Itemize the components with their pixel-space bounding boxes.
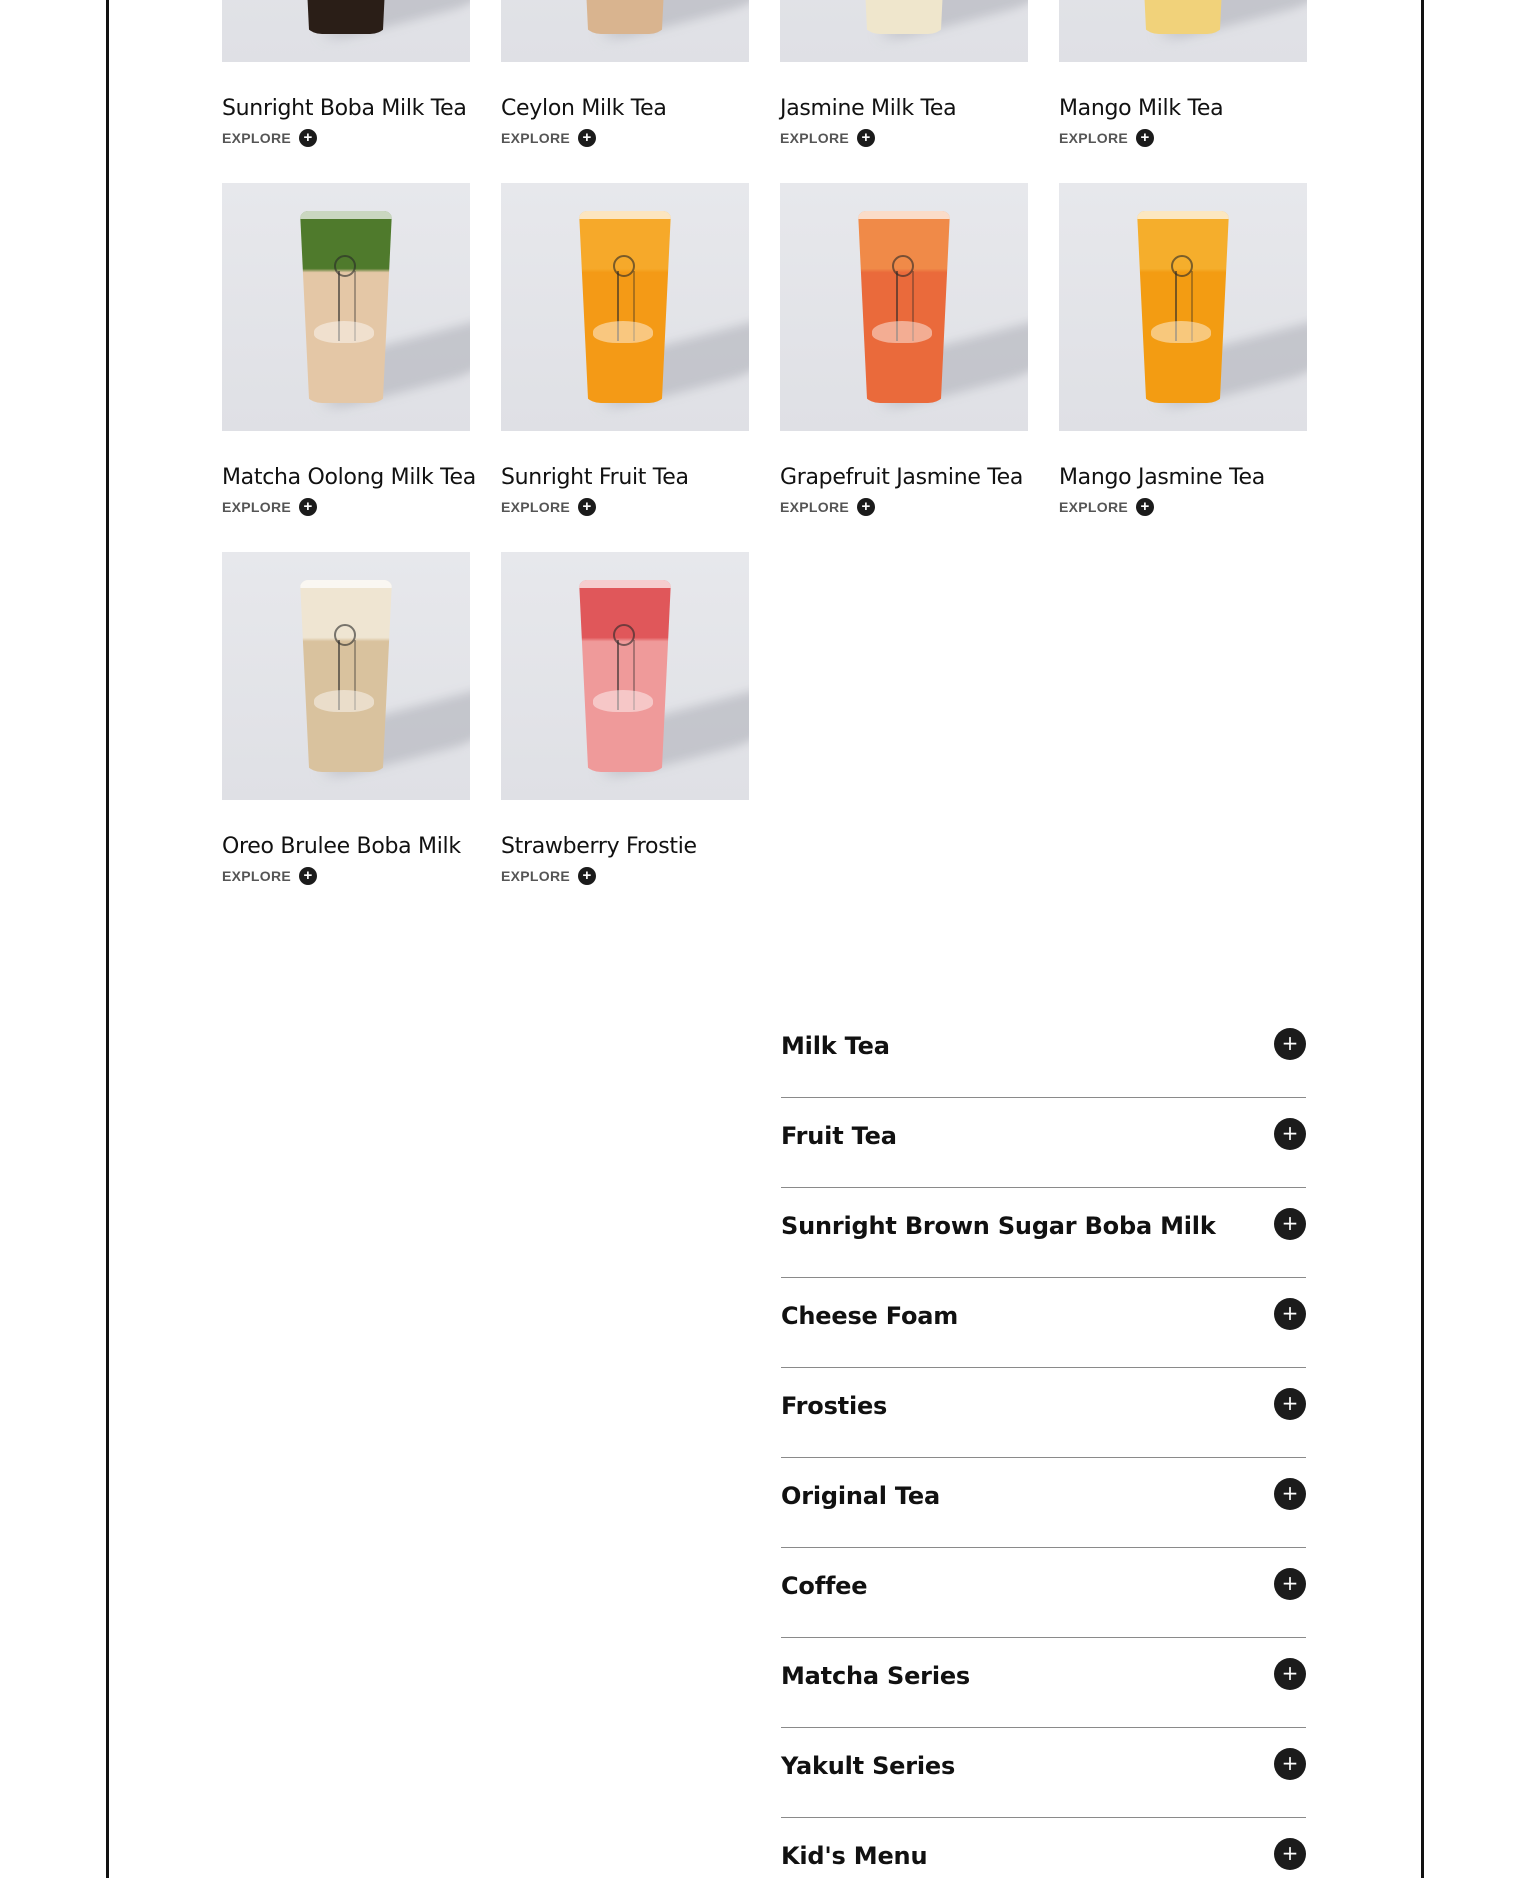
product-card[interactable]: [222, 0, 470, 147]
product-title[interactable]: Mango Milk Tea: [1059, 96, 1224, 121]
cup-lid: [858, 211, 950, 219]
product-photo[interactable]: [222, 0, 470, 62]
drink-cup: [579, 211, 671, 403]
explore-link[interactable]: [222, 867, 470, 885]
accordion-item[interactable]: [781, 1728, 1306, 1818]
explore-label: EXPLORE: [222, 130, 292, 146]
product-card[interactable]: [780, 0, 1028, 147]
accordion-item[interactable]: [781, 1548, 1306, 1638]
product-photo[interactable]: [222, 552, 470, 800]
explore-label: EXPLORE: [501, 868, 571, 884]
accordion-label: Sunright Brown Sugar Boba Milk: [781, 1212, 1216, 1240]
product-card[interactable]: [501, 0, 749, 147]
expand-plus-icon[interactable]: +: [1274, 1658, 1306, 1690]
drink-cup: [300, 211, 392, 403]
explore-link[interactable]: [501, 867, 749, 885]
explore-label: EXPLORE: [501, 499, 571, 515]
accordion-item[interactable]: [781, 1368, 1306, 1458]
cup-lid: [579, 211, 671, 219]
product-card[interactable]: [222, 183, 476, 516]
expand-plus-icon[interactable]: +: [1274, 1298, 1306, 1330]
plus-icon: +: [299, 129, 317, 147]
explore-label: EXPLORE: [222, 868, 292, 884]
accordion-label: Kid's Menu: [781, 1842, 928, 1870]
plus-icon: +: [1136, 498, 1154, 516]
product-title[interactable]: Oreo Brulee Boba Milk: [222, 834, 461, 859]
explore-label: EXPLORE: [222, 499, 292, 515]
product-title[interactable]: Sunright Fruit Tea: [501, 465, 689, 490]
product-photo[interactable]: [780, 183, 1028, 431]
expand-plus-icon[interactable]: +: [1274, 1028, 1306, 1060]
product-card[interactable]: [1059, 0, 1307, 147]
plus-icon: +: [578, 867, 596, 885]
product-photo[interactable]: [1059, 183, 1307, 431]
explore-label: EXPLORE: [1059, 130, 1129, 146]
accordion-item[interactable]: [781, 1098, 1306, 1188]
drink-cup: [579, 0, 671, 34]
accordion-label: Yakult Series: [781, 1752, 956, 1780]
menu-category-accordion: [781, 1008, 1306, 1878]
explore-label: EXPLORE: [780, 499, 850, 515]
product-card[interactable]: [501, 552, 749, 885]
expand-plus-icon[interactable]: +: [1274, 1838, 1306, 1870]
plus-icon: +: [299, 498, 317, 516]
product-photo[interactable]: [222, 183, 470, 431]
accordion-label: Original Tea: [781, 1482, 940, 1510]
drink-cup: [300, 580, 392, 772]
product-card[interactable]: [501, 183, 749, 516]
drink-cup: [300, 0, 392, 34]
cup-wave: [1151, 321, 1211, 343]
accordion-label: Coffee: [781, 1572, 868, 1600]
product-title[interactable]: Mango Jasmine Tea: [1059, 465, 1265, 490]
accordion-label: Fruit Tea: [781, 1122, 897, 1150]
drink-cup: [858, 0, 950, 34]
explore-link[interactable]: [222, 498, 470, 516]
product-card[interactable]: [780, 183, 1028, 516]
drink-cup: [1137, 0, 1229, 34]
drink-cup: [1137, 211, 1229, 403]
explore-link[interactable]: [780, 498, 1028, 516]
accordion-item[interactable]: [781, 1638, 1306, 1728]
plus-icon: +: [578, 129, 596, 147]
product-title[interactable]: Matcha Oolong Milk Tea: [222, 465, 476, 490]
accordion-label: Matcha Series: [781, 1662, 971, 1690]
product-title[interactable]: Sunright Boba Milk Tea: [222, 96, 467, 121]
accordion-item[interactable]: [781, 1278, 1306, 1368]
accordion-item[interactable]: [781, 1188, 1306, 1278]
product-title[interactable]: Strawberry Frostie: [501, 834, 697, 859]
drink-cup: [858, 211, 950, 403]
product-title[interactable]: Grapefruit Jasmine Tea: [780, 465, 1024, 490]
cup-lid: [300, 211, 392, 219]
accordion-item[interactable]: [781, 1818, 1306, 1878]
plus-icon: +: [857, 498, 875, 516]
expand-plus-icon[interactable]: +: [1274, 1478, 1306, 1510]
cup-wave: [593, 321, 653, 343]
explore-label: EXPLORE: [501, 130, 571, 146]
product-photo[interactable]: [1059, 0, 1307, 62]
accordion-label: Milk Tea: [781, 1032, 890, 1060]
accordion-label: Cheese Foam: [781, 1302, 959, 1330]
product-card[interactable]: [222, 552, 470, 885]
cup-lid: [1137, 211, 1229, 219]
explore-link[interactable]: [501, 129, 749, 147]
plus-icon: +: [1136, 129, 1154, 147]
cup-wave: [314, 690, 374, 712]
expand-plus-icon[interactable]: +: [1274, 1388, 1306, 1420]
expand-plus-icon[interactable]: +: [1274, 1568, 1306, 1600]
plus-icon: +: [578, 498, 596, 516]
plus-icon: +: [299, 867, 317, 885]
accordion-item[interactable]: [781, 1458, 1306, 1548]
explore-link[interactable]: [501, 498, 749, 516]
explore-link[interactable]: [1059, 129, 1307, 147]
product-card[interactable]: [1059, 183, 1307, 516]
drink-cup: [579, 580, 671, 772]
product-photo[interactable]: [501, 0, 749, 62]
cup-wave: [872, 321, 932, 343]
cup-lid: [579, 580, 671, 588]
cup-lid: [300, 580, 392, 588]
accordion-item[interactable]: [781, 1008, 1306, 1098]
product-title[interactable]: Jasmine Milk Tea: [780, 96, 957, 121]
explore-link[interactable]: [780, 129, 1028, 147]
product-photo[interactable]: [501, 183, 749, 431]
expand-plus-icon[interactable]: +: [1274, 1748, 1306, 1780]
plus-icon: +: [857, 129, 875, 147]
product-title[interactable]: Ceylon Milk Tea: [501, 96, 667, 121]
explore-link[interactable]: [1059, 498, 1307, 516]
expand-plus-icon[interactable]: +: [1274, 1208, 1306, 1240]
accordion-label: Frosties: [781, 1392, 888, 1420]
explore-label: EXPLORE: [1059, 499, 1129, 515]
product-photo[interactable]: [780, 0, 1028, 62]
explore-link[interactable]: [222, 129, 470, 147]
explore-label: EXPLORE: [780, 130, 850, 146]
expand-plus-icon[interactable]: +: [1274, 1118, 1306, 1150]
cup-wave: [593, 690, 653, 712]
product-photo[interactable]: [501, 552, 749, 800]
cup-wave: [314, 321, 374, 343]
